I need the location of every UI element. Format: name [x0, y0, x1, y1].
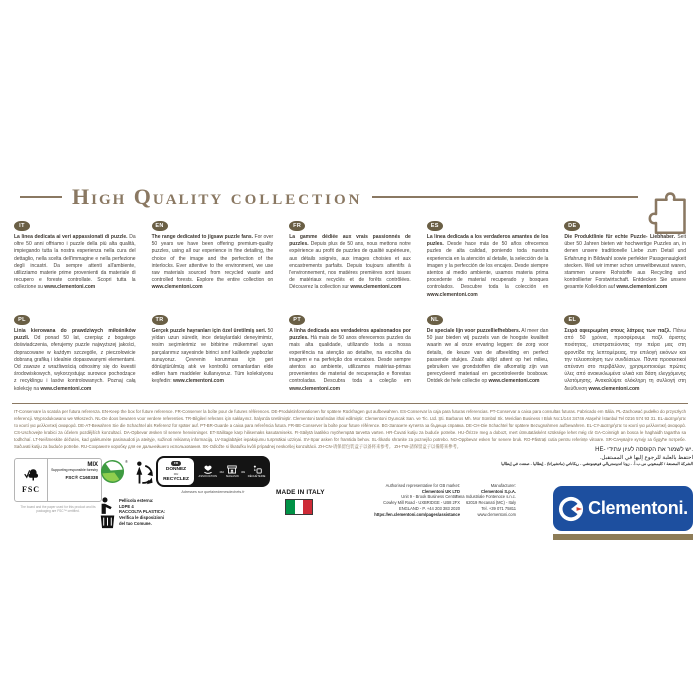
lang-block-tr: [152, 308, 274, 393]
lang-badge-pt: PT: [289, 315, 305, 325]
association-option: ASSOCIATION: [198, 465, 217, 478]
lang-block-pl: [14, 308, 136, 393]
lang-badge-en: EN: [152, 221, 168, 231]
page-title-suffix: collection: [230, 184, 363, 209]
hebrew-keep-box-line: HE- יש לשמור את הקופסה לעיון עתידי.: [595, 447, 693, 453]
lang-badge-el: EL: [564, 315, 580, 325]
lang-text-pl: Linia kierowana do prawdziwych miłośników puzzli. Od ponad 50 lat, czerpiąc z bogatego doświadczenia, oferujemy puzzle najwyższej jakości, dopracowane w każdym szczególe, z pieczołowicie dobraną grafiką i idealnie dopasowanymi elementami. Od zawsze z wrażliwością odnosimy się do kwestii środowiskowych, wykorzystując surowce pochodzące z recyklingu i lasów kontrolowanych. Poznaj całą kolekcję na www.clementoni.com: [14, 328, 136, 392]
dechetterie-option: DÉCHÈTERIE: [248, 465, 266, 478]
ou-word: OU: [173, 471, 179, 476]
gb-representative-info: Authorised representative for GB market: Clementoni UK LTD Unit 9 - Brook Business Centre - Cowley Mill Road - UXBRIDGE - UB8 2FX ENGLAND - P. +44 203 383 2020 https://en.clementoni.com/pages/assistance: [330, 483, 460, 517]
lang-badge-nl: NL: [427, 315, 443, 325]
lang-text-en: The range dedicated to jigsaw puzzle fans. For over 50 years we have been offering premium-quality puzzles, using all our experience in fine detailing, the choice of the image and the perfection of the interlocks. Ever attentive to the environment, we use raw materials sourced from recycled waste and controlled forests. Explore the entire collection on www.clementoni.com: [151, 234, 274, 291]
fsc-cert-panel: [48, 459, 101, 501]
fr-country-pill: FR: [171, 461, 181, 466]
fsc-label: FSC: [21, 484, 41, 494]
gb-rep-intro: Authorised representative for GB market:: [385, 483, 460, 488]
hand-heart-icon: [203, 465, 213, 474]
tidyman-bin-icon: [98, 497, 117, 529]
page-title-main: High Quality: [72, 184, 224, 209]
lang-badge-tr: TR: [152, 315, 168, 325]
page-title: [72, 186, 362, 208]
fsc-tree-panel: [15, 459, 48, 501]
lang-block-es: [427, 214, 549, 299]
donnez-word: DONNEZ: [165, 466, 187, 472]
plastic-recycling-info: Pellicola esterna: LDPE 4 RACCOLTA PLASTICA: Verifica le disposizioni del tuo Comune.: [119, 498, 166, 526]
lang-text-fr: La gamme dédiée aux vrais passionnés de puzzles. Depuis plus de 50 ans, nous mettons notre expérience au profit de puzzles de qualité supérieure, aux détails soignés, aux images choisies et aux encastrements parfaits. Depuis toujours attentifs à l'environnement, nos matières premières sont issues de matériaux recyclés et de forêts contrôlées. Découvrez la collection sur www.clementoni.com: [289, 234, 411, 291]
lang-badge-fr: FR: [289, 221, 305, 231]
donnez-separator-2: ou: [241, 469, 246, 474]
green-dot-registered: ®: [125, 459, 128, 464]
lang-text-tr: Gerçek puzzle hayranları için özel üretilmiş seri. 50 yıldan uzun süredir, ince detaylardaki deneyimimiz, resim seçimlerimiz ve birbirine mükemmel uyan parçalarımız sayesinde birinci sınıf kalitede yapbozlar sunuyoruz. Çevrenin korunması için geri dönüştürülmüş atık ve kontrollü ormanlardan elde edilen ham maddeler kullanıyoruz. Tüm koleksiyonu keşfedin: www.clementoni.com: [151, 328, 274, 385]
lang-block-en: [152, 214, 274, 299]
manufacturer-name: Clementoni S.p.A.: [480, 488, 516, 494]
green-dot-icon: [100, 459, 128, 489]
header-right-rule: [372, 196, 638, 199]
fsc-logo: [14, 458, 102, 502]
lang-badge-it: IT: [14, 221, 30, 231]
donnez-label-panel: [158, 458, 194, 485]
lang-text-de: Die Produktlinie für echte Puzzle- Liebhaber. Seit über 50 Jahren bieten wir hochwertige Puzzles an, in denen unsere traditionelle Liebe zum Detail und Erfahrung in Bildwahl sowie perfekter Passgenauigkeit stecken. Weil wir immer schon umweltbewusst waren, stammen unsere Rohstoffe aus Recycling und kontrollierter Forstwirtschaft. Entdecken Sie unsere gesamte Kollektion auf www.clementoni.com: [564, 234, 686, 291]
language-row-2: [14, 308, 686, 393]
clementoni-c-ball-icon: [558, 496, 584, 522]
lang-text-nl: De speciale lijn voor puzzelliefhebbers. Al meer dan 50 jaar bieden wij puzzels van de hoogste kwaliteit waarin we al onze ervaring leggen: de zorg voor details, de keuze van de afbeelding en perfect passende stukjes. Zoals altijd attent op het milieu, gebruiken we grondstoffen die afkomstig zijn van gerecycleerd materiaal en gecontroleerde bosbouw. Ontdek de hele collectie op www.clementoni.com: [426, 328, 549, 385]
lang-text-el: Σειρά αφιερωμένη στους λάτρεις των παζλ. Πάνω από 50 χρόνια, προσφέρουμε παζλ άριστης ποιότητας, επιστρατεύοντας την πείρα μας στη φροντίδα της λεπτομέρειας, την επιλογή εικόνων και την τελειοποίηση των συνδέσεων. Πάντα προσεκτικοί απέναντι στο περιβάλλον, χρησιμοποιούμε πρώτες ύλες από ανακυκλωμένα υλικά και δάση ελεγχόμενης υλοτόμησης. Ανακαλύψτε ολόκληρη τη συλλογή στη διεύθυνση www.clementoni.com: [564, 328, 686, 392]
arabic-keep-box-line: احتفظ بالعلبة للرجوع إليها في المستقبل.: [599, 454, 693, 461]
gb-rep-url: https://en.clementoni.com/pages/assistance: [374, 511, 460, 517]
clementoni-logo-gold-band: [553, 534, 693, 540]
donnez-options-panel: [196, 458, 268, 485]
fsc-tagline: Supporting responsible forestry: [51, 468, 98, 472]
made-in-italy-label: MADE IN ITALY: [276, 489, 325, 496]
clementoni-logo-text: Clementoni.: [588, 498, 688, 518]
lang-text-es: La línea dedicada a los verdaderos amantes de los puzles. Desde hace más de 50 años ofrecemos puzles de alta calidad, poniendo toda nuestra experiencia en la atención al detalle, la selección de la imagen y la perfección de los encajes. Desde siempre atentos al medio ambiente, usamos materia prima procedente de material recuperado y bosques controlados. Descubre toda la colección en www.clementoni.com: [426, 234, 549, 298]
arabic-manufacturer-line: الشركة المصنعة / كليمنتوني س.ب.أ. - زونا اندوستريالي فونتينوتشي - ريكاناتي (ماتشيراتا) - إيطاليا - صنعت في إيطاليا: [501, 461, 693, 467]
clementoni-logo: [553, 486, 693, 531]
rtl-notices: [400, 447, 693, 467]
storefront-icon: [227, 465, 237, 474]
lang-badge-de: DE: [564, 221, 580, 231]
manufacturer-intro: Manufacturer:: [490, 483, 516, 488]
language-row-1: [14, 214, 686, 299]
made-in-italy: [276, 489, 325, 515]
lang-block-pt: [289, 308, 411, 393]
lang-block-nl: [427, 308, 549, 393]
magasin-option: MAGASIN: [226, 465, 239, 478]
separator-rule: [12, 403, 688, 404]
fsc-note: The board and the paper used for this product and its packaging are FSC™ certified.: [20, 505, 96, 514]
donnez-separator: ou: [219, 469, 224, 474]
triman-icon: [132, 460, 154, 485]
fsc-code: FSC® C160338: [65, 475, 98, 481]
lang-block-el: [564, 308, 686, 393]
donnez-recyclez-badge: [156, 456, 270, 487]
lang-badge-pl: PL: [14, 315, 30, 325]
lang-text-pt: A linha dedicada aos verdadeiros apaixonados por puzzles. Há mais de 50 anos oferecemos puzzles da mais alta qualidade, utilizando toda a nossa experiência na atenção ao detalhe, na escolha da imagem e na perfeição dos encaixes. Desde sempre atentos ao ambiente, utilizamos matérias-primas provenientes de material de recuperação e florestas controladas. Descubra toda a coleção em www.clementoni.com: [289, 328, 411, 392]
lang-badge-es: ES: [427, 221, 443, 231]
keep-box-fine-print: IT-Conservare la scatola per futura referenza. EN-Keep the box for future reference. FR-Conserver la boîte pour de futures références. DE-Produktinformationen für spätere Rückfragen gut aufbewahren. ES-Conservar la caja para futuras referencias. PT-Conservar a caixa para consultas futuras. Fabricado em Itália. PL-Zachować pudełko do przyszłych referencji. Wyprodukowano we Włoszech. NL-De doos bewaren voor verdere referenties. TR-Bilgileri referans için saklayınız. İtalya'da üretilmiştir. Clementoni tarafından ithal edilmiştir. Clementoni Oyuncak San. ve Tic. Ltd. Şti. Barbaros Mh. Mor Sümbül Sk. Meridian Business I Blok No:1/144 34746 Ataşehir İstanbul Tel 0216 574 93 31. EL-Διατηρήστε το κουτί για μελλοντική αναφορά. DE-AT-Bewahren Sie die Schachtel als Referenz für später auf. PT-BR-Guarde a caixa para referência futura. FR-BE-Conserver la boîte pour future référence. BG-Запазете кутията за бъдеща справка. DE-CH-Die Schachtel für spätere Bezugnahmen aufbewahren. EL-CY-Διατηρήστε το κουτί για μελλοντική αναφορά. CS-Uschovejte krabici za účelem pozdějších konzultací. DA-Opbevar æsken til senere henvisninger. ET-Säilitage karp hilisemaks kasutamiseks. FI-Säilytä laatikko myöhempää tarvetta varten. HR-Čuvati kutiju za buduće potrebe. HU-Őrizze meg a dobozt, mert útmutatásként szüksége lehet még rá! GA-Coinnigh an bosca le haghaidh tagartha sa todhchaí. LT-Neišmeskite dėžutės, kad galėtumėte pasinaudoti ja ateityje, sužinoti reikiamą informaciją. LV-Saglabājiet iepakojumu turpmākai uzziņai. SV-Spar asken för framtida behov. SL-Škatlo shranite za poznejšo potrebo. NO-Oppbevar esken for senere bruk. RO-Păstrați cutia pentru referințe viitoare. SR-Сачувајте кутију за будуће потребе. Sačuvati kutiju za buduće potrebe. RU-Сохраните коробку для ее дальнейшего использования. SK-Odložte si škatuľku kvôli prípadnej neskoršej konzultácii. ZH-CN-请保留包装盒子以备将来参考。 ZH-TW-請保留盒子以備將來參考。: [14, 409, 686, 449]
lang-text-it: La linea dedicata ai veri appassionati di puzzle. Da oltre 50 anni offriamo i puzzle della più alta qualità, impiegando tutta la nostra esperienza nella cura del dettaglio, nella scelta dell'immagine e nella perfezione degli incastri. Da sempre attenti all'ambiente, utilizziamo materie prime provenienti da materiale di recupero e foreste controllate. Scopri tutta la collezione su www.clementoni.com: [14, 234, 136, 291]
donnez-note: Adresses sur quefairedemesdechets.fr: [181, 490, 245, 494]
lang-block-fr: [289, 214, 411, 299]
gb-rep-name: Clementoni UK LTD: [421, 488, 460, 494]
collection-header: [20, 186, 638, 208]
fsc-mix: MIX: [87, 462, 98, 468]
recyclez-word: RECYCLEZ: [163, 476, 189, 482]
waste-drop-icon: [252, 465, 262, 474]
fsc-tree-icon: [22, 467, 40, 485]
lang-block-it: [14, 214, 136, 299]
manufacturer-info: Manufacturer: Clementoni S.p.A. Zona Industriale Fontenoce s.n.c. 62019 Recanati (MC) - Italy Tel. +39 071 75811 www.clementoni.com: [440, 483, 516, 517]
lang-block-de: [564, 214, 686, 299]
header-left-rule: [20, 196, 62, 199]
italy-flag: [285, 499, 313, 515]
